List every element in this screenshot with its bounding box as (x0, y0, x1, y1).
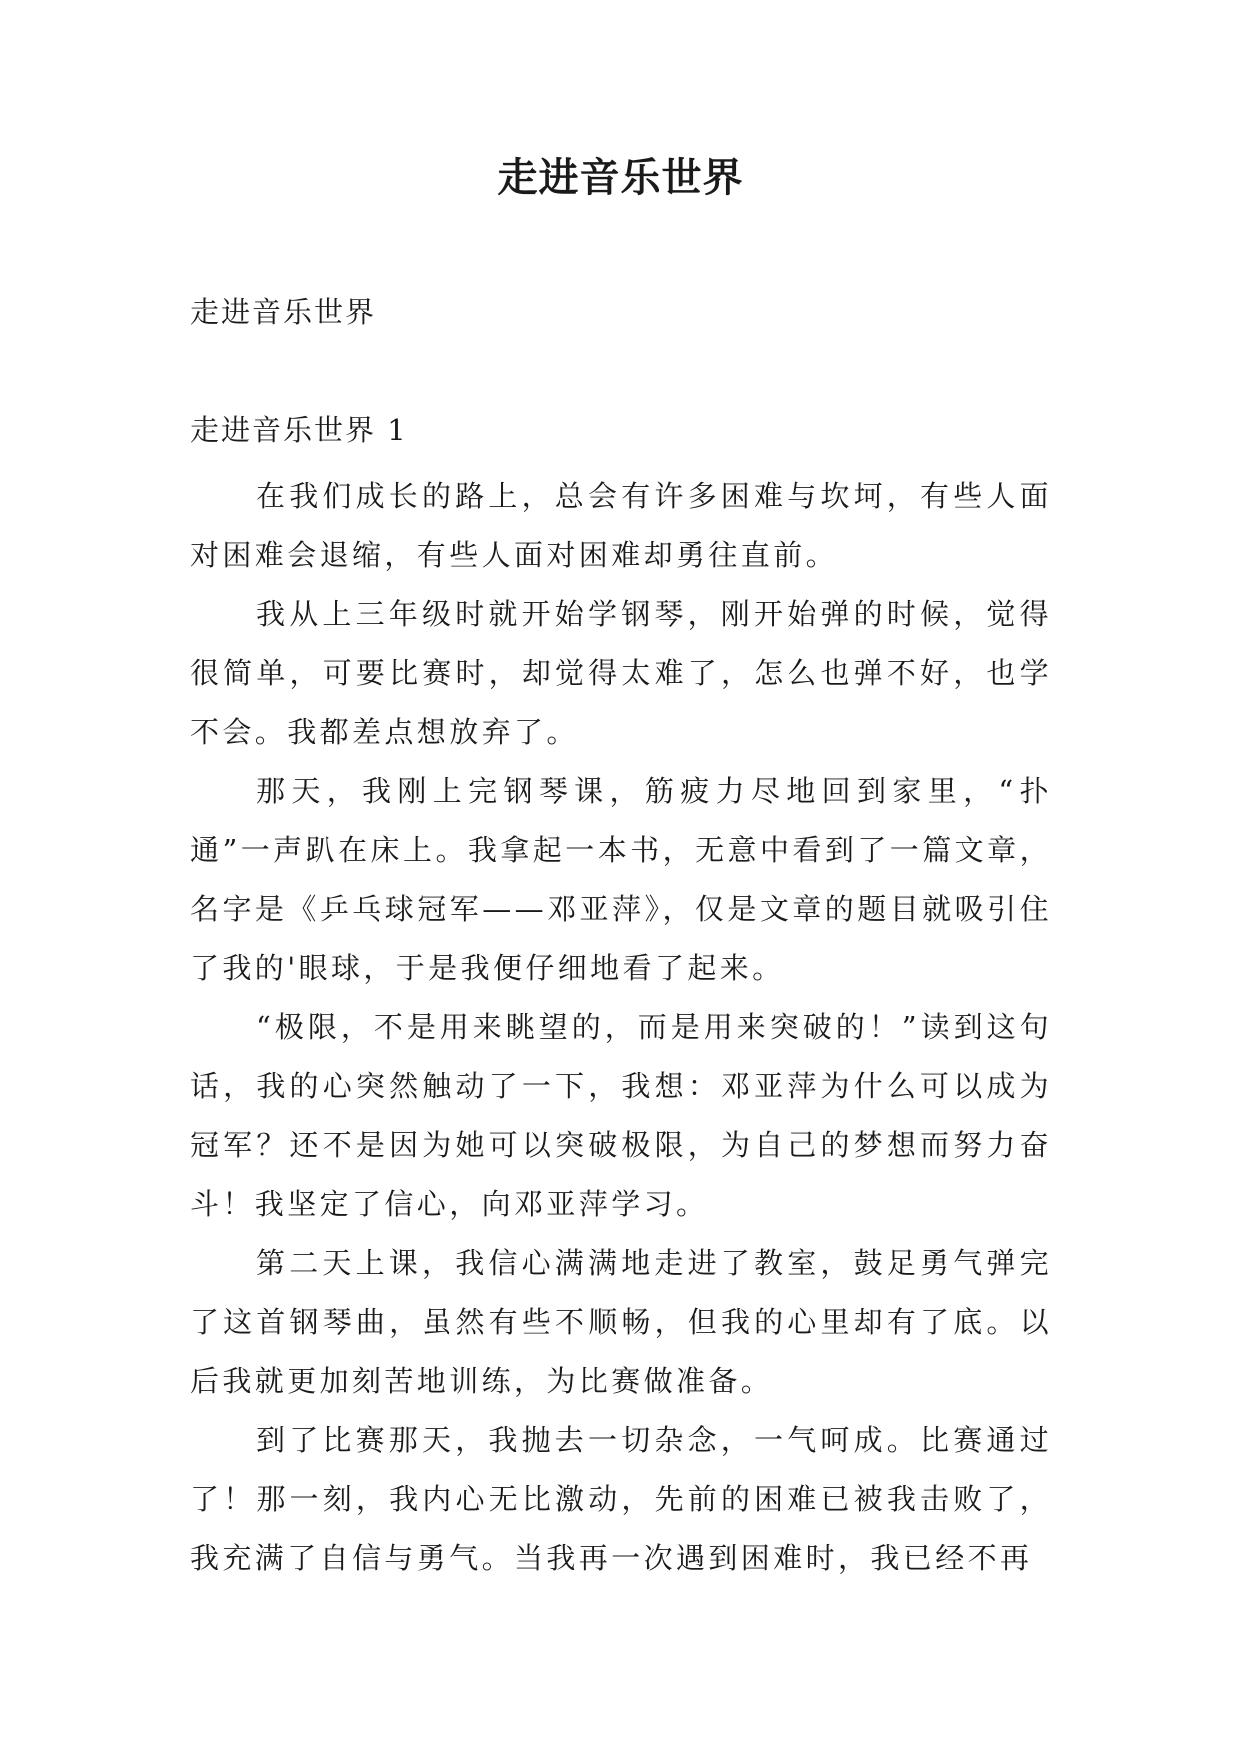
paragraph: “极限，不是用来眺望的，而是用来突破的！”读到这句话，我的心突然触动了一下，我想：邓亚萍为什么可以成为冠军？还不是因为她可以突破极限，为自己的梦想而努力奋斗！我坚定了信心，向邓亚萍学习。 (190, 1010, 1052, 1221)
paragraph: 第二天上课，我信心满满地走进了教室，鼓足勇气弹完了这首钢琴曲，虽然有些不顺畅，但我的心里却有了底。以后我就更加刻苦地训练，为比赛做准备。 (190, 1246, 1052, 1398)
paragraph: 我从上三年级时就开始学钢琴，刚开始弹的时候，觉得很简单，可要比赛时，却觉得太难了，怎么也弹不好，也学不会。我都差点想放弃了。 (190, 597, 1052, 749)
document-title: 走进音乐世界 (497, 155, 744, 201)
document-subtitle: 走进音乐世界 (190, 295, 377, 329)
paragraph: 那天，我刚上完钢琴课，筋疲力尽地回到家里，“扑通”一声趴在床上。我拿起一本书，无意中看到了一篇文章，名字是《乒乓球冠军——邓亚萍》，仅是文章的题目就吸引住了我的'眼球，于是我便仔细地看了起来。 (190, 774, 1052, 985)
paragraph: 在我们成长的路上，总会有许多困难与坎坷，有些人面对困难会退缩，有些人面对困难却勇往直前。 (190, 479, 1052, 572)
paragraph: 到了比赛那天，我抛去一切杂念，一气呵成。比赛通过了！那一刻，我内心无比激动，先前的困难已被我击败了，我充满了自信与勇气。当我再一次遇到困难时，我已经不再 (190, 1423, 1052, 1575)
article-body (190, 467, 1052, 1588)
section-heading: 走进音乐世界 1 (190, 413, 408, 447)
